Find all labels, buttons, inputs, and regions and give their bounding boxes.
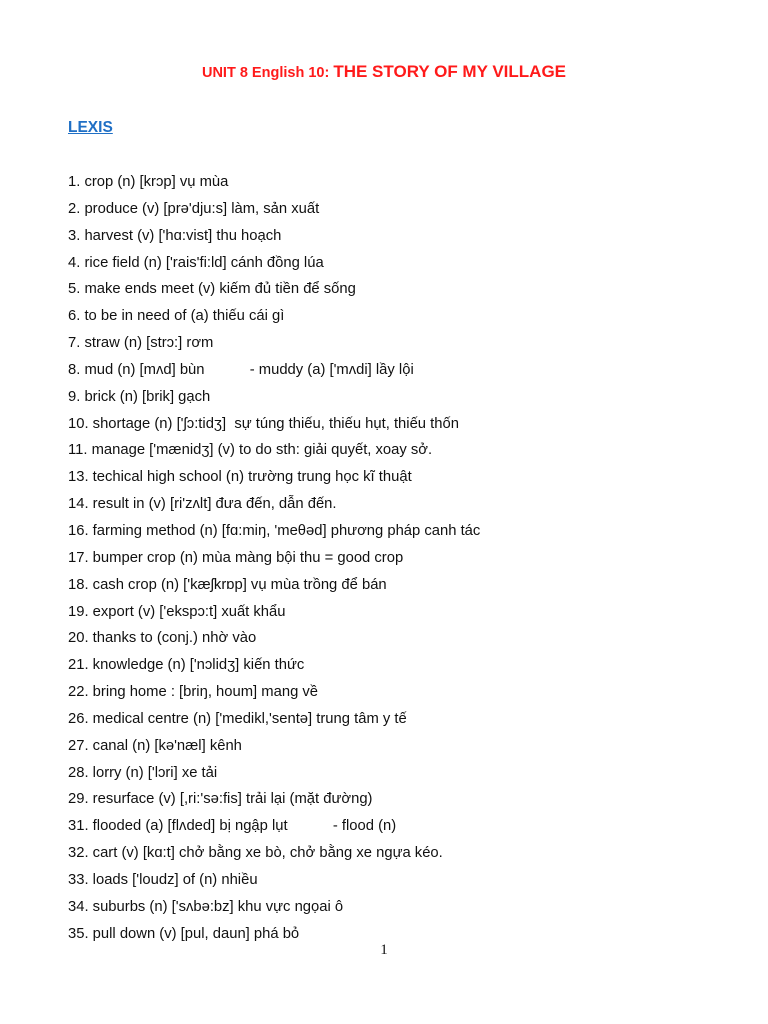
vocab-item: 4. rice field (n) ['rais'fi:ld] cánh đồng lúa <box>68 254 324 271</box>
vocab-item: 17. bumper crop (n) mùa màng bội thu = good crop <box>68 549 404 566</box>
vocab-item: 27. canal (n) [kə'næl] kênh <box>68 737 242 754</box>
vocab-item: 2. produce (v) [prə'dju:s] làm, sản xuất <box>68 200 320 217</box>
title-main: THE STORY OF MY VILLAGE <box>333 62 567 81</box>
section-heading-lexis: LEXIS <box>68 119 113 136</box>
title-prefix: UNIT 8 English 10: <box>201 65 334 81</box>
vocab-item: 7. straw (n) [strɔ:] rơm <box>68 335 214 352</box>
vocab-item: 21. knowledge (n) ['nɔlidʒ] kiến thức <box>68 657 305 674</box>
vocab-item: 19. export (v) ['ekspɔ:t] xuất khẩu <box>68 603 286 620</box>
vocab-item: 13. techical high school (n) trường trung học kĩ thuật <box>68 469 412 486</box>
vocab-item: 10. shortage (n) ['ʃɔ:tidʒ] sự túng thiếu, thiếu hụt, thiếu thốn <box>68 415 459 432</box>
vocab-item: 5. make ends meet (v) kiếm đủ tiền để sống <box>68 281 356 298</box>
vocab-item: 3. harvest (v) ['hɑ:vist] thu hoạch <box>68 227 282 244</box>
vocab-item: 33. loads ['loudz] of (n) nhiều <box>68 871 258 888</box>
vocab-item: 8. mud (n) [mʌd] bùn - muddy (a) ['mʌdi] lầy lội <box>68 361 414 378</box>
vocab-item: 34. suburbs (n) ['sʌbə:bz] khu vực ngọai ô <box>68 898 344 915</box>
vocab-item: 26. medical centre (n) ['medikl,'sentə] trung tâm y tế <box>68 710 407 727</box>
page-number: 1 <box>380 942 388 958</box>
vocab-item: 20. thanks to (conj.) nhờ vào <box>68 630 257 647</box>
vocab-item: 18. cash crop (n) ['kæʃkrɒp] vụ mùa trồng để bán <box>68 576 387 593</box>
vocab-item: 14. result in (v) [ri'zʌlt] đưa đến, dẫn đến. <box>68 496 337 513</box>
document-title <box>0 62 768 82</box>
vocab-item: 1. crop (n) [krɔp] vụ mùa <box>68 174 229 190</box>
vocab-item: 9. brick (n) [brik] gạch <box>68 388 211 405</box>
vocabulary-list <box>68 171 480 949</box>
vocab-item: 29. resurface (v) [,ri:'sə:fis] trải lại (mặt đường) <box>68 791 373 808</box>
vocab-item: 31. flooded (a) [flʌded] bị ngập lụt - flood (n) <box>68 818 397 835</box>
vocab-item: 35. pull down (v) [pul, daun] phá bỏ <box>68 925 300 942</box>
vocab-item: 22. bring home : [briŋ, houm] mang về <box>68 684 319 701</box>
vocab-item: 11. manage ['mænidʒ] (v) to do sth: giải quyết, xoay sở. <box>68 442 433 459</box>
vocab-item: 6. to be in need of (a) thiếu cái gì <box>68 308 285 325</box>
vocab-item: 28. lorry (n) ['lɔri] xe tải <box>68 764 218 781</box>
vocab-item: 16. farming method (n) [fɑ:miŋ, 'meθəd] phương pháp canh tác <box>68 522 481 539</box>
vocab-item: 32. cart (v) [kɑ:t] chở bằng xe bò, chở bằng xe ngựa kéo. <box>68 845 443 862</box>
